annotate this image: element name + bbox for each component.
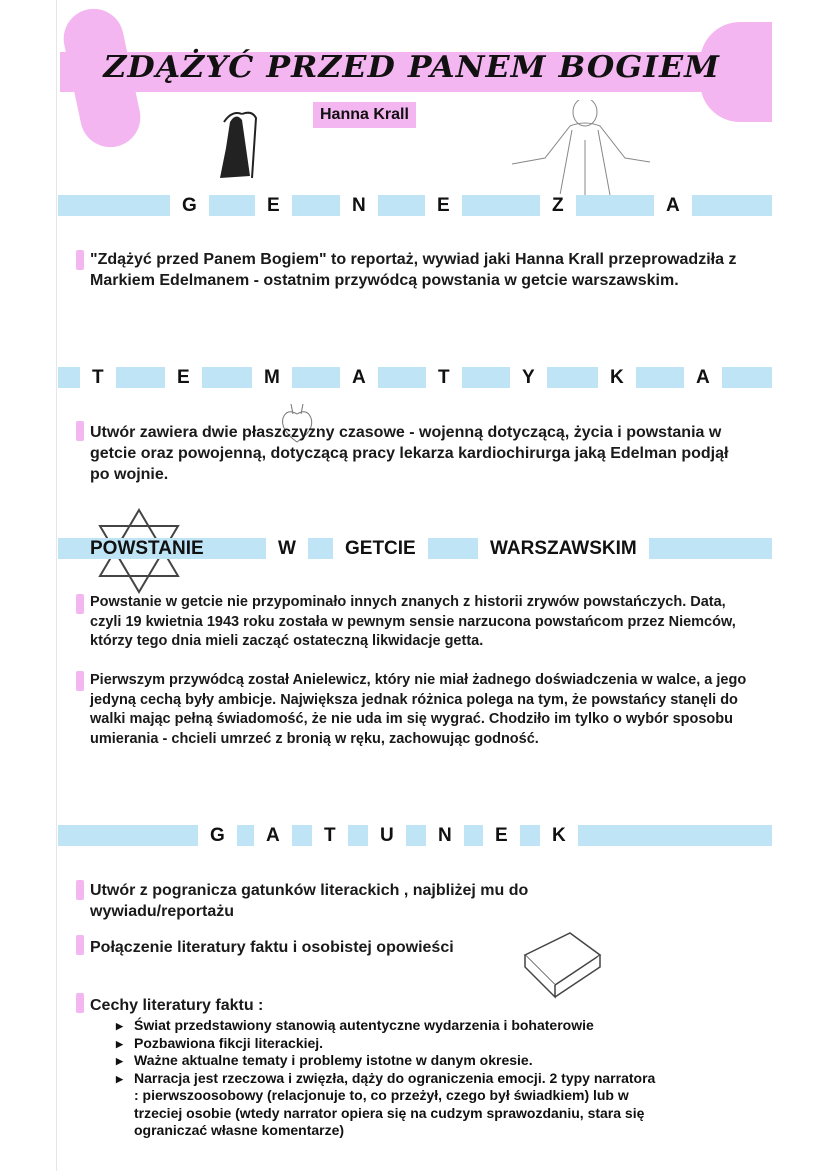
heading-word: GETCIE (333, 537, 428, 560)
heading-letter: E (255, 194, 292, 217)
page-edge (56, 0, 57, 1171)
bullet-marker (76, 671, 84, 691)
list-item: ▶ Pozbawiona fikcji literackiej. (116, 1035, 656, 1053)
book-icon (515, 925, 605, 1000)
list-item: ▶ Ważne aktualne tematy i problemy istotne w danym okresie. (116, 1052, 656, 1070)
heading-letter: G (170, 194, 209, 217)
heading-letter: U (368, 824, 406, 847)
paragraph: Powstanie w getcie nie przypominało innych znanych z historii zrywów powstańczych. Data, czyli 19 kwietnia 1943 roku została w pewnym sensie narzucona powstańcom przez Niemców, którzy tego dnia mieli zacząć ostateczną likwidacje getta. (90, 594, 736, 649)
bullet-marker (76, 993, 84, 1013)
list-item: ▶ Świat przedstawiony stanowią autentyczne wydarzenia i bohaterowie (116, 1017, 656, 1035)
paragraph: Utwór z pogranicza gatunków literackich , najbliżej mu do wywiadu/reportażu (90, 882, 529, 920)
heading-letter: K (598, 366, 636, 389)
grim-reaper-icon (212, 108, 262, 180)
heading-powstanie (58, 538, 772, 559)
paragraph: Połączenie literatury faktu i osobistej opowieści (90, 939, 454, 956)
heading-letter: E (483, 824, 520, 847)
bullet-marker (76, 594, 84, 614)
heading-letter: N (340, 194, 378, 217)
heading-letter: G (198, 824, 237, 847)
paragraph: Utwór zawiera dwie płaszczyzny czasowe - wojenną dotyczącą, życia i powstania w getcie oraz powojenną, dotyczącą pracy lekarza kardiochirurga jaką Edelman podjął po wojnie. (90, 424, 729, 483)
heading-tematyka (58, 367, 772, 388)
heading-letter: A (340, 366, 378, 389)
features-list (116, 1017, 656, 1140)
paragraph: "Zdążyć przed Panem Bogiem" to reportaż, wywiad jaki Hanna Krall przeprowadziła z Markiem Edelmanem - ostatnim przywódcą powstania w getcie warszawskim. (90, 251, 737, 289)
bullet-marker (76, 250, 84, 270)
heading-letter: Z (540, 194, 576, 217)
heading-letter: E (165, 366, 202, 389)
heading-letter: K (540, 824, 578, 847)
heading-letter: E (425, 194, 462, 217)
heading-gatunek (58, 825, 772, 846)
jesus-figure-icon (500, 100, 670, 195)
bullet-marker (76, 421, 84, 441)
list-item: ▶ Narracja jest rzeczowa i zwięzła, dąży do ograniczenia emocji. 2 typy narratora : pierwszoosobowy (relacjonuje to, co przeżył, czego był świadkiem) lub w trzeciej osobie (wtedy narrator opiera się na cudzym sprawozdaniu, stara się ograniczać własne komentarze) (116, 1070, 656, 1140)
heading-letter: M (252, 366, 292, 389)
heading-letter: T (80, 366, 116, 389)
heading-letter: Y (510, 366, 547, 389)
heading-letter: N (426, 824, 464, 847)
bullet-marker (76, 880, 84, 900)
heading-letter: T (312, 824, 348, 847)
bullet-marker (76, 935, 84, 955)
page-title: ZDĄŻYĆ PRZED PANEM BOGIEM (103, 50, 721, 85)
heading-word: WARSZAWSKIM (478, 537, 649, 560)
heading-letter: A (684, 366, 722, 389)
heading-letter: A (654, 194, 692, 217)
paragraph: Pierwszym przywódcą został Anielewicz, który nie miał żadnego doświadczenia w walce, a jego jedyną cechą były ambicje. Największa jednak różnica polega na tym, że powstańcy stanęli do walki mając pełną świadomość, że nie uda im się wygrać. Chodziło im tylko o wybór sposobu umierania - chcieli umrzeć z bronią w ręku, zachowując godność. (90, 672, 747, 747)
author-label: Hanna Krall (313, 102, 416, 128)
heading-word: W (266, 537, 308, 560)
heading-letter: A (254, 824, 292, 847)
paragraph: Cechy literatury faktu : (90, 997, 264, 1014)
heading-word: POWSTANIE (90, 538, 204, 559)
heading-letter: T (426, 366, 462, 389)
heading-geneza (58, 195, 772, 216)
